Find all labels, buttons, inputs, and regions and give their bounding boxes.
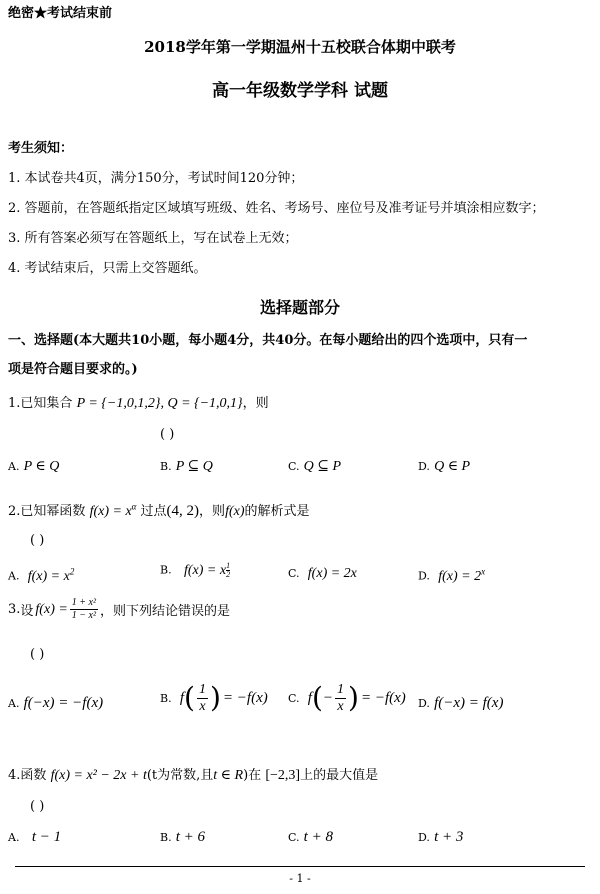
- question-text: 函数: [20, 768, 47, 783]
- question-text: 已知集合: [20, 396, 73, 411]
- math-expr: P = {−1,0,1,2},: [76, 396, 168, 411]
- question-text: ，则: [242, 396, 269, 411]
- fraction: $\frac{\text{1 + x²}}{\text{1 − x²}}$: [71, 597, 96, 621]
- math-expr: t ∈ R: [213, 768, 244, 783]
- instruction-item: 2. 答题前，在答题纸指定区域填写班级、姓名、考场号、座位号及准考证号并填涂相应数字；: [8, 201, 545, 216]
- math-expr: f(x) = x² − 2x + t: [50, 768, 147, 783]
- option-d: D. $f(x) = 2^x$: [418, 566, 486, 584]
- secret-mark: 绝密★考试结束前: [8, 6, 113, 21]
- option-b: B. f(x) = x $\frac{1}{2}$: [160, 561, 231, 579]
- page-number: - 1 -: [289, 872, 311, 885]
- question-text: 上的最大值是: [300, 768, 379, 783]
- answer-blank: ( ): [160, 427, 175, 442]
- option-d: D. f(−x) = f(x): [418, 694, 504, 711]
- option-a: A. f(−x) = −f(x): [8, 694, 104, 711]
- question-text: 设: [20, 604, 34, 619]
- question-text: ，则下列结论错误的是: [99, 604, 230, 619]
- option-d: D. t + 3: [418, 829, 464, 845]
- question-text: (t为常数,且: [146, 768, 214, 783]
- option-b: B. f ( $\frac{1}{x}$ ) = −f(x): [160, 681, 268, 714]
- option-c: C. Q ⊆ P: [288, 459, 342, 474]
- option-a: A. t − 1: [8, 829, 62, 845]
- question-2: [8, 500, 310, 520]
- instruction-item: 3. 所有答案必须写在答题纸上，写在试卷上无效；: [8, 231, 298, 246]
- question-number: 3.: [8, 602, 21, 617]
- question-4: [8, 764, 378, 784]
- option-b: B. P ⊆ Q: [160, 459, 213, 474]
- math-expr: $f(x) = x^\alpha$: [89, 501, 137, 519]
- section-title: 选择题部分: [259, 298, 340, 317]
- option-c: C. f(x) = 2x: [288, 566, 357, 581]
- question-text: ，则: [199, 504, 226, 519]
- answer-blank: ( ): [30, 533, 45, 548]
- option-a: A. P ∈ Q: [8, 459, 60, 474]
- footer-divider: [15, 866, 585, 867]
- option-d: D. Q ∈ P: [418, 459, 471, 474]
- option-c: C. t + 8: [288, 829, 333, 845]
- math-expr: (4, 2): [166, 503, 200, 519]
- instructions-heading: 考生须知：: [8, 141, 74, 156]
- option-c: C. f ( − $\frac{1}{x}$ ) = −f(x): [288, 681, 406, 714]
- math-expr: f(x) =: [35, 601, 68, 617]
- question-number: 1.: [8, 396, 21, 411]
- instruction-item: 4. 考试结束后，只需上交答题纸。: [8, 261, 207, 276]
- math-expr: f(x): [225, 504, 245, 519]
- question-text: 已知幂函数: [20, 504, 86, 519]
- question-text: 过点: [140, 504, 167, 519]
- answer-blank: ( ): [30, 647, 45, 662]
- question-1: [8, 392, 269, 412]
- exam-title: 2018学年第一学期温州十五校联合体期中联考: [144, 38, 456, 56]
- answer-blank: ( ): [30, 799, 45, 814]
- question-text: 的解析式是: [244, 504, 310, 519]
- question-3: [8, 598, 230, 621]
- option-b: B. t + 6: [160, 829, 206, 845]
- math-expr: Q = {−1,0,1}: [167, 396, 243, 411]
- question-number: 4.: [8, 768, 21, 783]
- question-text: )在: [243, 768, 262, 783]
- section-intro: 项是符合题目要求的。): [8, 362, 138, 377]
- math-expr: [−2,3]: [265, 768, 301, 783]
- option-a: A. $f(x) = x^2$: [8, 566, 75, 584]
- section-intro: 一、选择题(本大题共10小题，每小题4分，共40分。在每小题给出的四个选项中，只有一: [8, 333, 528, 348]
- question-number: 2.: [8, 504, 21, 519]
- instruction-item: 1. 本试卷共4页，满分150分，考试时间120分钟；: [8, 171, 304, 186]
- exam-subtitle: 高一年级数学学科 试题: [212, 81, 388, 101]
